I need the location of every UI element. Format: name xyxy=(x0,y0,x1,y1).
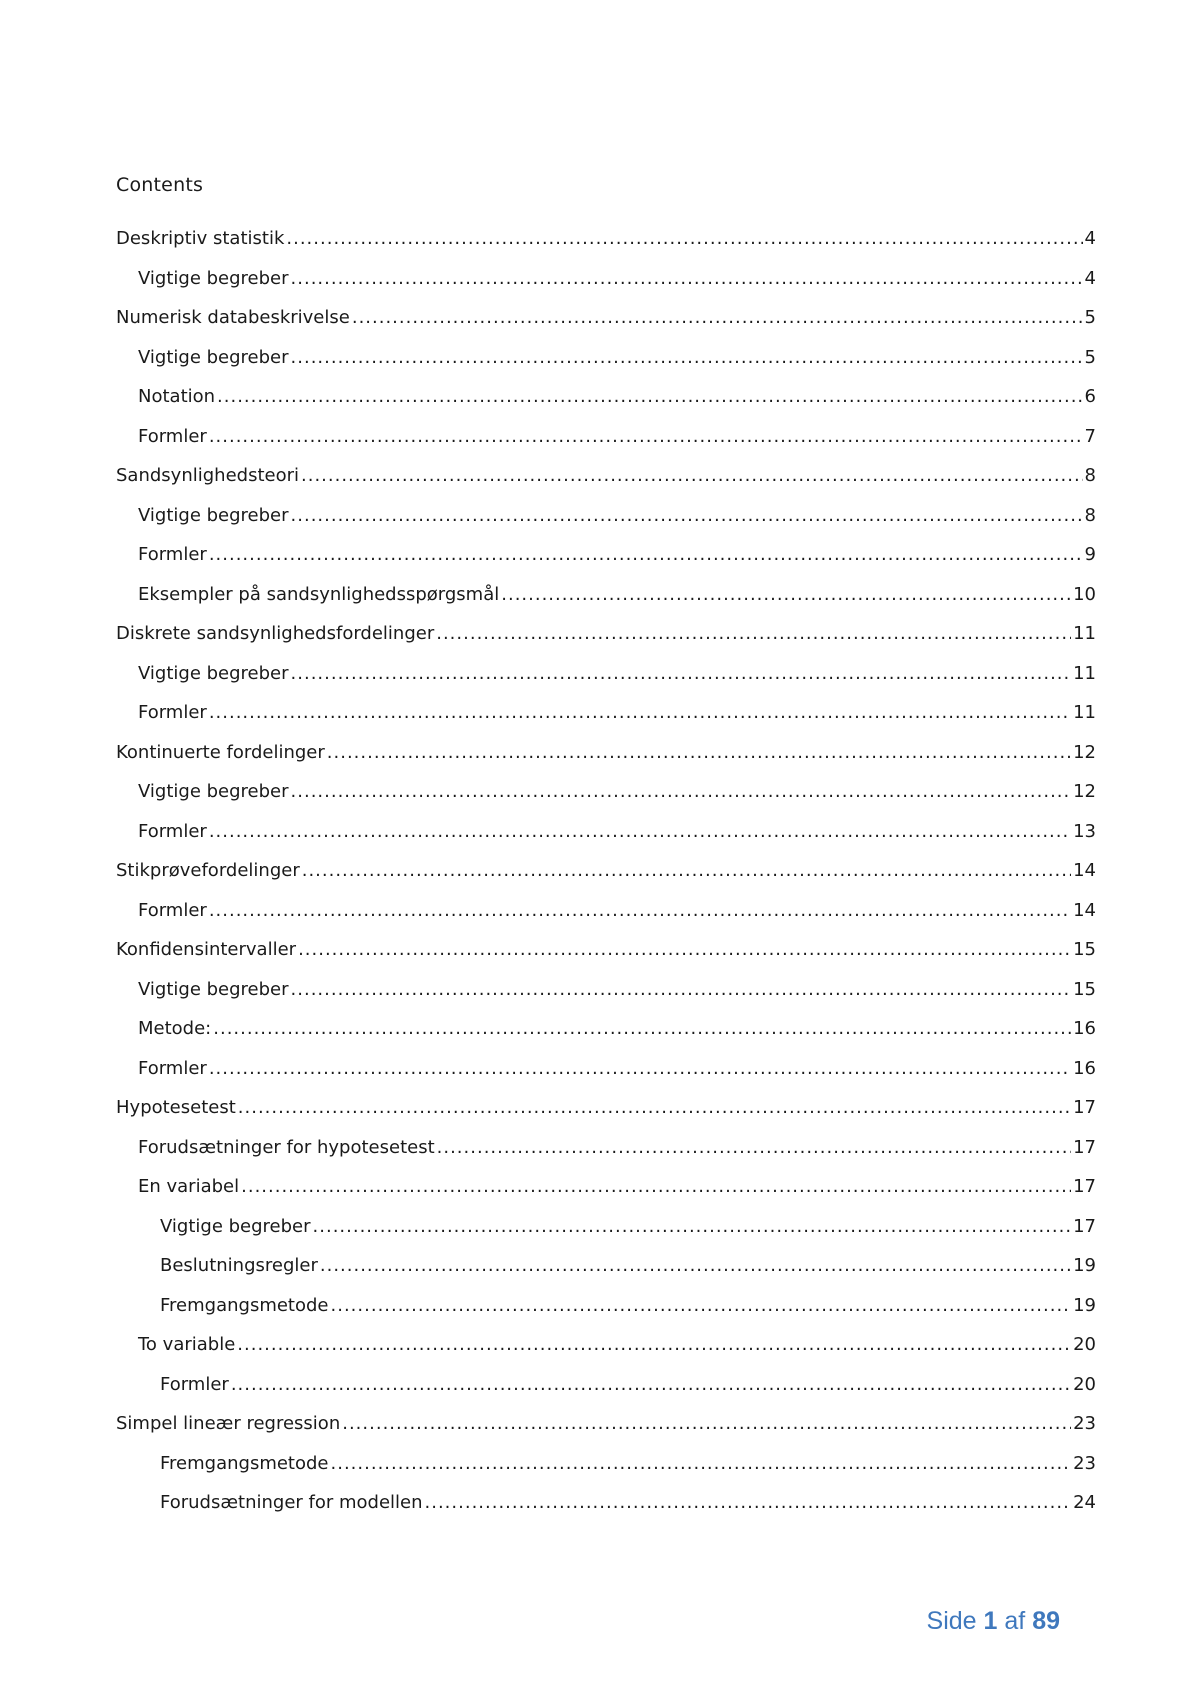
toc-leader-dots xyxy=(231,1374,1071,1396)
toc-entry[interactable] xyxy=(116,860,1096,900)
toc-entry-page: 20 xyxy=(1073,1373,1096,1395)
toc-leader-dots xyxy=(352,307,1083,329)
toc-leader-dots xyxy=(217,386,1083,408)
footer-current-page: 1 xyxy=(983,1607,998,1635)
toc-entry-page: 23 xyxy=(1073,1452,1096,1474)
toc-entry[interactable] xyxy=(116,1295,1096,1335)
toc-entry[interactable] xyxy=(116,268,1096,308)
toc-entry-title: Forudsætninger for hypotesetest xyxy=(138,1136,435,1158)
toc-entry-page: 17 xyxy=(1073,1215,1096,1237)
toc-leader-dots xyxy=(291,347,1083,369)
toc-leader-dots xyxy=(237,1334,1071,1356)
toc-entry-title: Sandsynlighedsteori xyxy=(116,465,299,486)
toc-leader-dots xyxy=(291,781,1072,803)
toc-entry-page: 16 xyxy=(1073,1018,1096,1039)
toc-entry-title: Fremgangsmetode xyxy=(160,1452,329,1474)
toc-leader-dots xyxy=(320,1255,1071,1277)
toc-entry[interactable] xyxy=(116,821,1096,861)
toc-entry-title: Notation xyxy=(138,386,216,407)
toc-entry-page: 12 xyxy=(1073,741,1096,763)
toc-leader-dots xyxy=(291,268,1083,290)
toc-entry-title: Stikprøvefordelinger xyxy=(116,860,300,881)
toc-entry[interactable] xyxy=(116,386,1096,426)
toc-entry-page: 11 xyxy=(1073,623,1096,644)
toc-leader-dots xyxy=(291,663,1072,685)
toc-entry[interactable] xyxy=(116,623,1096,663)
toc-entry[interactable] xyxy=(116,1058,1096,1098)
toc-leader-dots xyxy=(301,465,1083,487)
toc-entry-page: 14 xyxy=(1073,899,1096,921)
toc-entry-title: Deskriptiv statistik xyxy=(116,228,285,249)
toc-entry[interactable] xyxy=(116,1097,1096,1137)
toc-entry-title: Hypotesetest xyxy=(116,1097,236,1118)
toc-entry-title: Formler xyxy=(138,544,207,565)
toc-entry-title: Eksempler på sandsynlighedsspørgsmål xyxy=(138,583,500,605)
toc-entry[interactable] xyxy=(116,1137,1096,1177)
footer-total-pages: 89 xyxy=(1032,1607,1060,1635)
toc-leader-dots xyxy=(291,979,1072,1001)
toc-entry-title: Formler xyxy=(138,899,207,921)
toc-leader-dots xyxy=(291,505,1083,527)
toc-entry-title: Formler xyxy=(138,702,207,723)
toc-entry-page: 4 xyxy=(1084,228,1096,249)
toc-entry-title: Vigtige begreber xyxy=(138,978,289,1000)
toc-entry-page: 23 xyxy=(1073,1413,1096,1434)
toc-leader-dots xyxy=(302,860,1071,882)
toc-entry[interactable] xyxy=(116,544,1096,584)
toc-entry-page: 19 xyxy=(1073,1255,1096,1276)
toc-entry-page: 15 xyxy=(1073,939,1096,960)
toc-leader-dots xyxy=(501,584,1071,606)
toc-entry-title: En variabel xyxy=(138,1176,240,1197)
toc-entry[interactable] xyxy=(116,347,1096,387)
toc-entry-title: Vigtige begreber xyxy=(138,267,289,289)
toc-entry-page: 15 xyxy=(1073,978,1096,1000)
table-of-contents xyxy=(116,228,1096,1532)
toc-leader-dots xyxy=(213,1018,1071,1040)
toc-entry[interactable] xyxy=(116,702,1096,742)
toc-leader-dots xyxy=(241,1176,1071,1198)
toc-leader-dots xyxy=(238,1097,1071,1119)
toc-entry-page: 10 xyxy=(1073,583,1096,605)
toc-entry-page: 14 xyxy=(1073,860,1096,881)
toc-leader-dots xyxy=(209,702,1071,724)
toc-entry[interactable] xyxy=(116,1334,1096,1374)
toc-entry[interactable] xyxy=(116,1216,1096,1256)
toc-entry[interactable] xyxy=(116,900,1096,940)
toc-entry-page: 24 xyxy=(1073,1492,1096,1513)
toc-entry[interactable] xyxy=(116,505,1096,545)
toc-entry-page: 5 xyxy=(1084,307,1096,328)
toc-entry[interactable] xyxy=(116,1255,1096,1295)
toc-entry[interactable] xyxy=(116,465,1096,505)
toc-leader-dots xyxy=(425,1492,1072,1514)
toc-entry-title: Vigtige begreber xyxy=(138,504,289,526)
toc-entry[interactable] xyxy=(116,979,1096,1019)
toc-entry[interactable] xyxy=(116,426,1096,466)
toc-entry-page: 17 xyxy=(1073,1097,1096,1118)
toc-leader-dots xyxy=(327,742,1071,764)
toc-entry-title: Vigtige begreber xyxy=(138,781,289,802)
toc-entry-page: 17 xyxy=(1073,1176,1096,1197)
toc-entry-page: 12 xyxy=(1073,781,1096,802)
toc-entry[interactable] xyxy=(116,1492,1096,1532)
toc-entry[interactable] xyxy=(116,742,1096,782)
toc-entry-title: Numerisk databeskrivelse xyxy=(116,307,350,328)
toc-leader-dots xyxy=(342,1413,1071,1435)
toc-entry-page: 7 xyxy=(1084,425,1096,447)
toc-leader-dots xyxy=(209,544,1083,566)
toc-entry-title: Formler xyxy=(138,425,207,447)
toc-entry-title: Simpel lineær regression xyxy=(116,1413,341,1434)
toc-entry-title: Konfidensintervaller xyxy=(116,939,297,960)
toc-entry-title: To variable xyxy=(138,1334,236,1355)
toc-leader-dots xyxy=(209,1058,1071,1080)
toc-leader-dots xyxy=(286,228,1082,250)
toc-entry-title: Formler xyxy=(138,1057,207,1079)
toc-entry-page: 20 xyxy=(1073,1334,1096,1355)
toc-entry[interactable] xyxy=(116,781,1096,821)
toc-leader-dots xyxy=(209,900,1071,922)
footer-prefix: Side xyxy=(926,1607,977,1635)
toc-entry-page: 13 xyxy=(1073,820,1096,842)
toc-entry[interactable] xyxy=(116,939,1096,979)
toc-leader-dots xyxy=(437,1137,1071,1159)
toc-entry-title: Kontinuerte fordelinger xyxy=(116,741,325,763)
toc-leader-dots xyxy=(313,1216,1072,1238)
toc-entry[interactable] xyxy=(116,1413,1096,1453)
toc-entry-page: 4 xyxy=(1084,267,1096,289)
toc-entry-title: Formler xyxy=(138,820,207,842)
toc-entry-page: 19 xyxy=(1073,1294,1096,1316)
toc-entry-page: 11 xyxy=(1073,662,1096,684)
toc-leader-dots xyxy=(209,426,1083,448)
toc-entry[interactable] xyxy=(116,228,1096,268)
toc-entry-page: 6 xyxy=(1084,386,1096,407)
toc-leader-dots xyxy=(331,1295,1072,1317)
toc-entry-title: Vigtige begreber xyxy=(138,346,289,368)
toc-heading: Contents xyxy=(116,174,204,196)
toc-entry-title: Formler xyxy=(160,1373,229,1395)
toc-leader-dots xyxy=(331,1453,1072,1475)
toc-entry-title: Forudsætninger for modellen xyxy=(160,1492,423,1513)
toc-entry[interactable] xyxy=(116,1018,1096,1058)
toc-entry-title: Fremgangsmetode xyxy=(160,1294,329,1316)
toc-entry[interactable] xyxy=(116,663,1096,703)
toc-entry-title: Metode: xyxy=(138,1018,212,1039)
toc-entry-page: 16 xyxy=(1073,1057,1096,1079)
footer-middle: af xyxy=(1004,1607,1026,1635)
toc-entry-title: Diskrete sandsynlighedsfordelinger xyxy=(116,623,435,644)
toc-entry-title: Vigtige begreber xyxy=(160,1215,311,1237)
toc-entry-page: 11 xyxy=(1073,702,1096,723)
toc-entry-page: 9 xyxy=(1084,544,1096,565)
toc-entry-page: 5 xyxy=(1084,346,1096,368)
toc-entry-title: Beslutningsregler xyxy=(160,1255,318,1276)
toc-leader-dots xyxy=(298,939,1071,961)
page-footer xyxy=(927,1607,1060,1636)
toc-entry-page: 17 xyxy=(1073,1136,1096,1158)
toc-entry[interactable] xyxy=(116,584,1096,624)
toc-entry-page: 8 xyxy=(1084,504,1096,526)
toc-entry[interactable] xyxy=(116,1176,1096,1216)
toc-entry-page: 8 xyxy=(1084,465,1096,486)
toc-entry[interactable] xyxy=(116,307,1096,347)
toc-leader-dots xyxy=(436,623,1071,645)
toc-entry[interactable] xyxy=(116,1453,1096,1493)
toc-entry[interactable] xyxy=(116,1374,1096,1414)
toc-entry-title: Vigtige begreber xyxy=(138,662,289,684)
toc-leader-dots xyxy=(209,821,1071,843)
